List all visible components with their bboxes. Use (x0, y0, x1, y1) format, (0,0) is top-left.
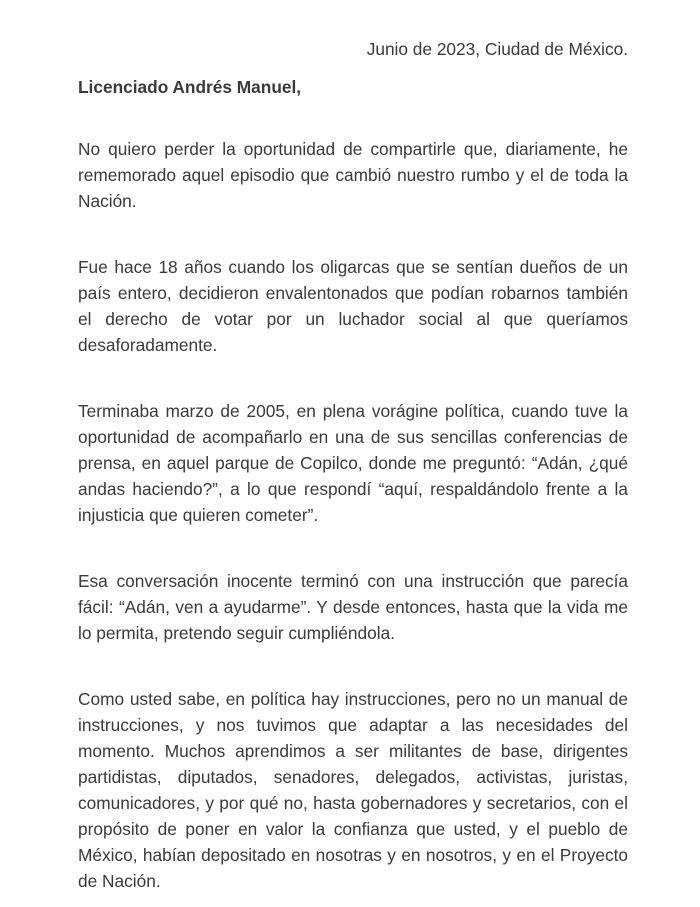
letter-paragraph-2: Fue hace 18 años cuando los oligarcas que se sentían dueños de un país entero, decidieron envalentonados que podían robarnos también el derecho de votar por un luchador social al que queríamos desaforadamente. (78, 257, 628, 355)
letter-dateline: Junio de 2023, Ciudad de México. (366, 39, 628, 59)
letter-paragraph-1: No quiero perder la oportunidad de compartirle que, diariamente, he rememorado aquel episodio que cambió nuestro rumbo y el de toda la Nación. (78, 139, 628, 211)
letter-paragraph-3: Terminaba marzo de 2005, en plena vorágine política, cuando tuve la oportunidad de acompañarlo en una de sus sencillas conferencias de prensa, en aquel parque de Copilco, donde me preguntó: “Adán, ¿qué andas haciendo?”, a lo que respondí “aquí, respaldándolo frente a la injusticia que quieren cometer”. (78, 401, 628, 525)
letter-paragraph-4: Esa conversación inocente terminó con una instrucción que parecía fácil: “Adán, ven a ayudarme”. Y desde entonces, hasta que la vida me lo permita, pretendo seguir cumpliéndola. (78, 571, 628, 643)
letter-salutation: Licenciado Andrés Manuel, (78, 77, 302, 97)
letter-paragraph-5: Como usted sabe, en política hay instrucciones, pero no un manual de instrucciones, y nos tuvimos que adaptar a las necesidades del momento. Muchos aprendimos a ser militantes de base, dirigentes partidistas, diputados, senadores, delegados, activistas, juristas, comunicadores, y por qué no, hasta gobernadores y secretarios, con el propósito de poner en valor la confianza que usted, y el pueblo de México, habían depositado en nosotras y en nosotros, y en el Proyecto de Nación. (78, 689, 628, 891)
